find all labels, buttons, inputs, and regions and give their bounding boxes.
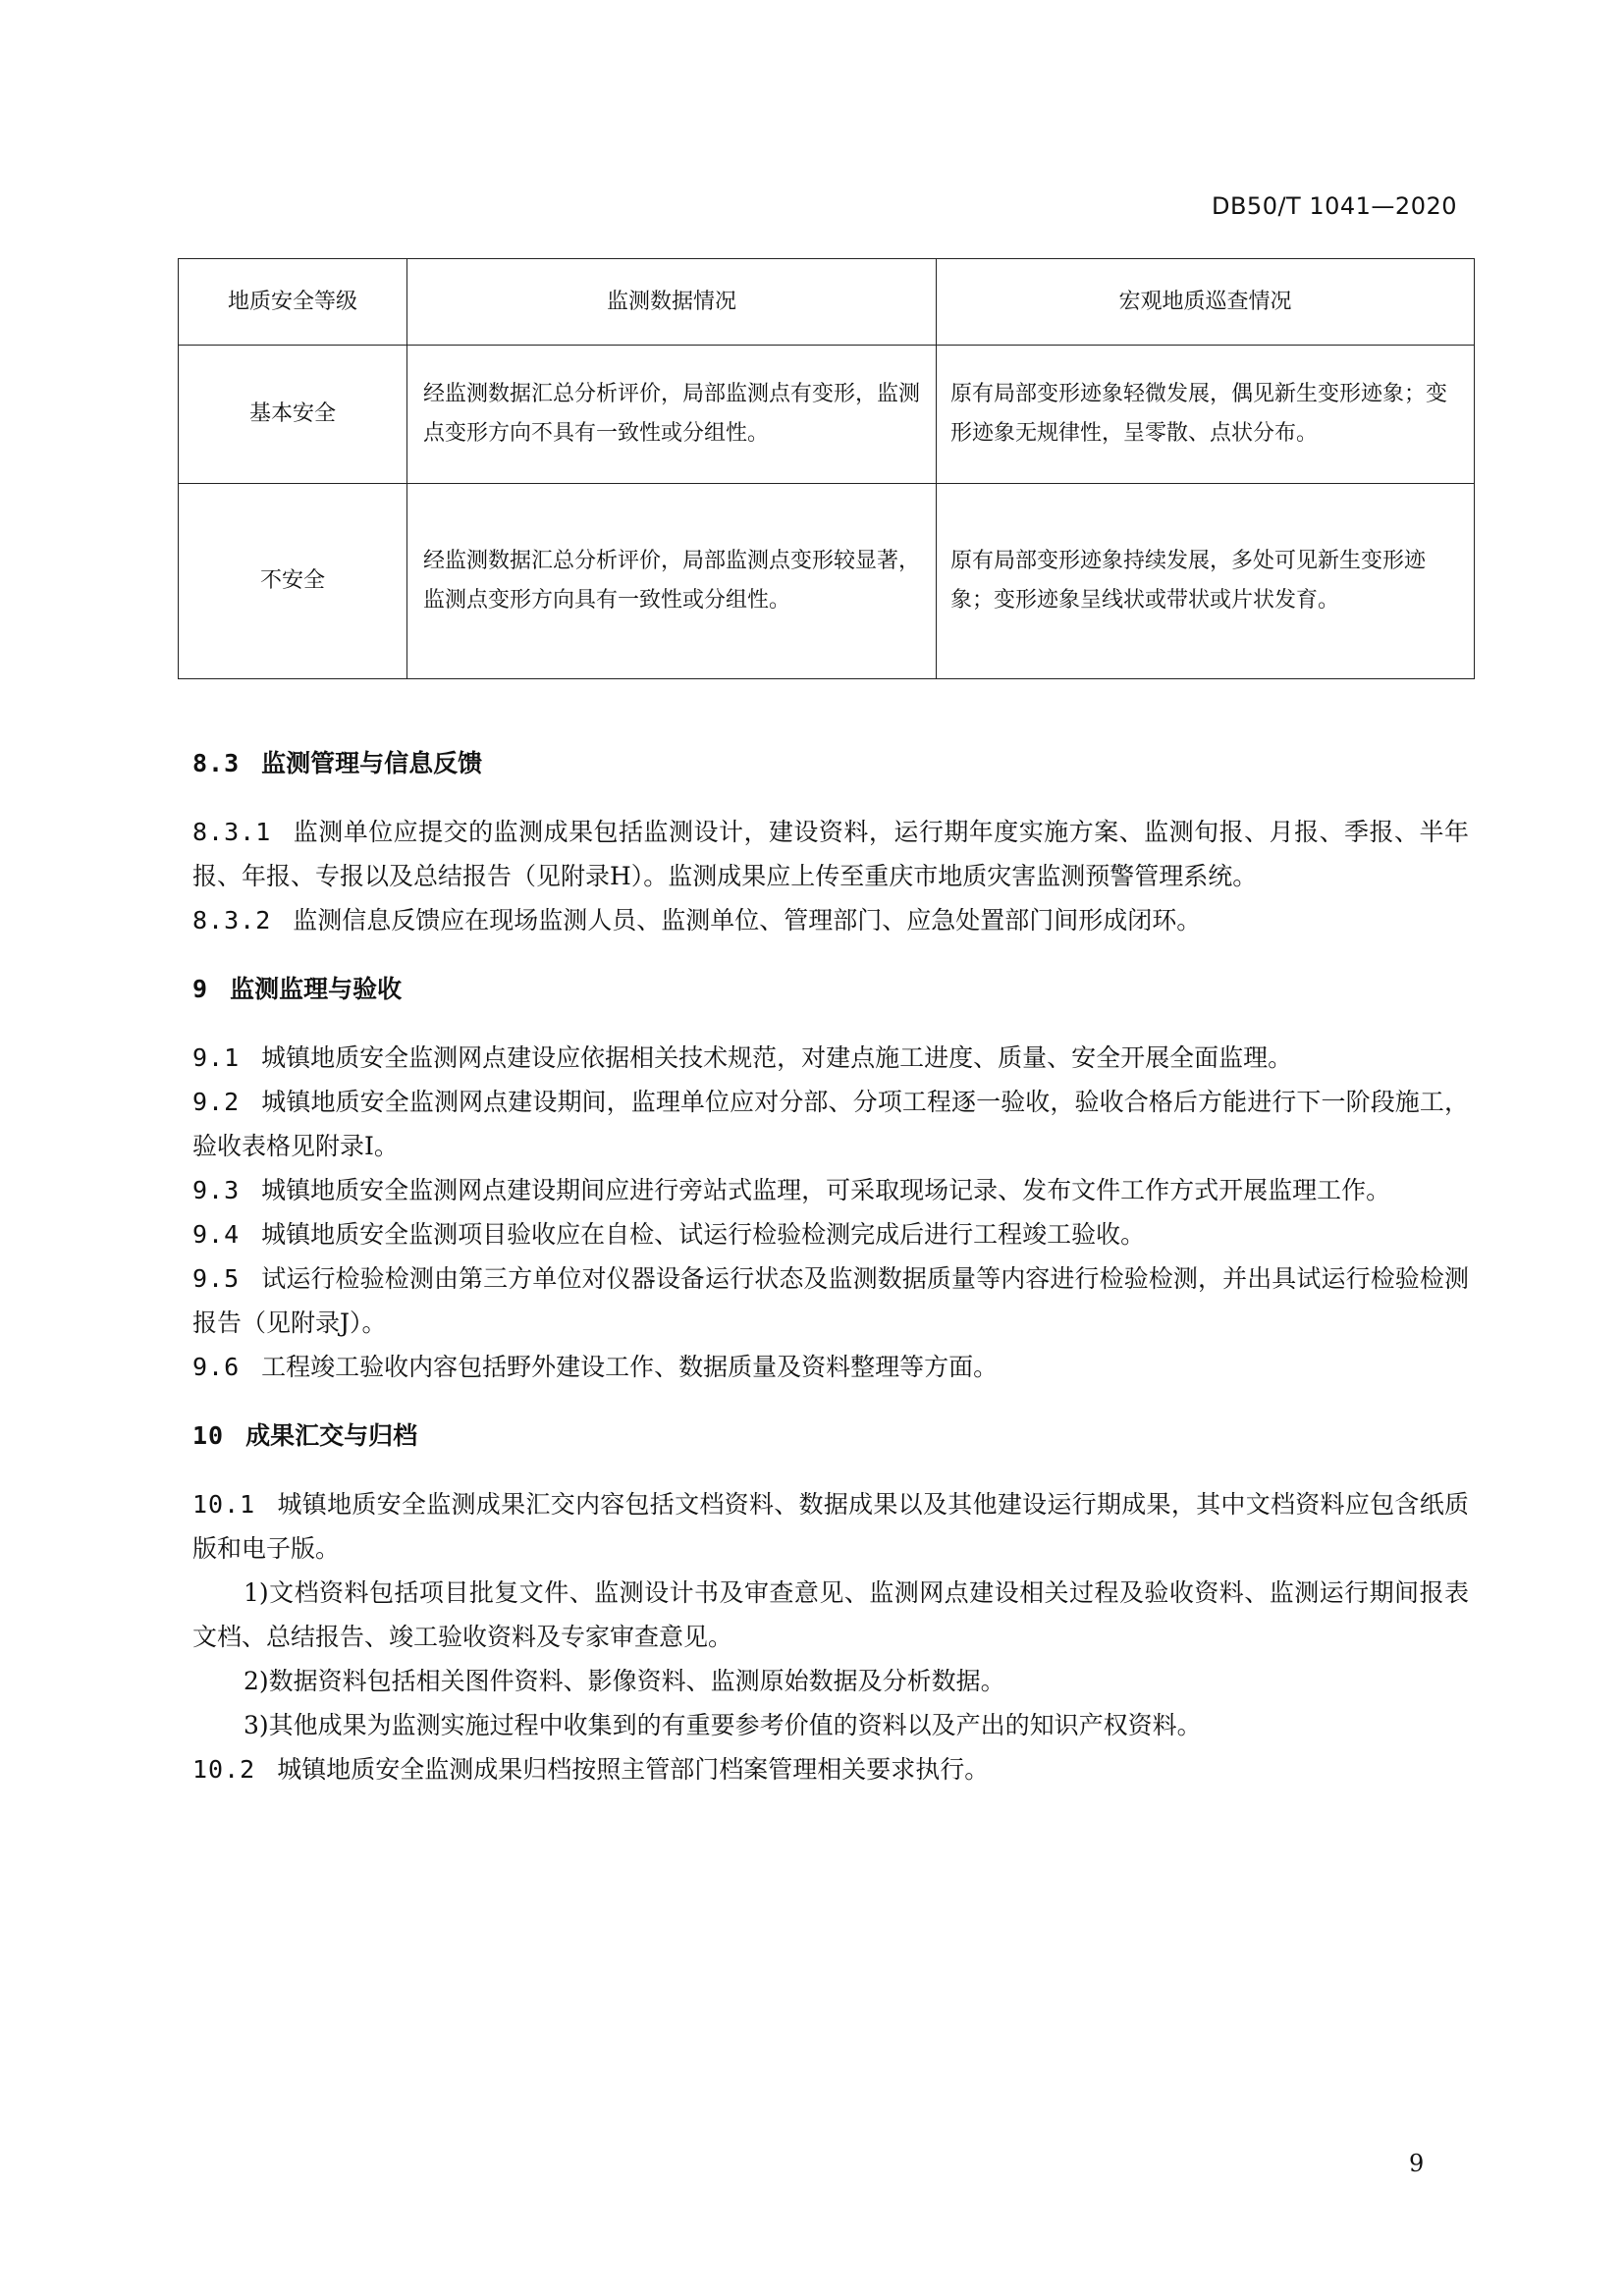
section-heading-10: 10 成果汇交与归档 <box>192 1421 418 1450</box>
clause-9-2: 9.2 城镇地质安全监测网点建设期间，监理单位应对分部、分项工程逐一验收，验收合格后方能进行下一阶段施工，验收表格见附录I。 <box>192 1088 1469 1160</box>
clause-9-6: 9.6 工程竣工验收内容包括野外建设工作、数据质量及资料整理等方面。 <box>192 1353 999 1381</box>
header-monitoring-data: 监测数据情况 <box>407 259 937 346</box>
table-row <box>179 346 1475 484</box>
cell-patrol: 原有局部变形迹象轻微发展，偶见新生变形迹象；变形迹象无规律性，呈零散、点状分布。 <box>937 346 1475 484</box>
clause-10-1-item-2: 2)数据资料包括相关图件资料、影像资料、监测原始数据及分析数据。 <box>244 1667 1005 1695</box>
clause-10-1-item-3: 3)其他成果为监测实施过程中收集到的有重要参考价值的资料以及产出的知识产权资料。 <box>244 1711 1202 1739</box>
clause-9-1: 9.1 城镇地质安全监测网点建设应依据相关技术规范，对建点施工进度、质量、安全开展全面监理。 <box>192 1043 1293 1072</box>
clause-10-1-item-1: 1)文档资料包括项目批复文件、监测设计书及审查意见、监测网点建设相关过程及验收资料、监测运行期间报表文档、总结报告、竣工验收资料及专家审查意见。 <box>192 1578 1469 1651</box>
clause-8-3-1: 8.3.1 监测单位应提交的监测成果包括监测设计，建设资料，运行期年度实施方案、监测旬报、月报、季报、半年报、年报、专报以及总结报告（见附录H）。监测成果应上传至重庆市地质灾害监测预警管理系统。 <box>192 818 1469 890</box>
cell-level: 不安全 <box>179 484 407 679</box>
header-level: 地质安全等级 <box>179 259 407 346</box>
clause-8-3-2: 8.3.2 监测信息反馈应在现场监测人员、监测单位、管理部门、应急处置部门间形成闭环。 <box>192 906 1202 934</box>
table-row <box>179 484 1475 679</box>
section-heading-9: 9 监测监理与验收 <box>192 975 403 1003</box>
cell-data: 经监测数据汇总分析评价，局部监测点变形较显著，监测点变形方向具有一致性或分组性。 <box>407 484 937 679</box>
safety-grade-table <box>178 258 1475 679</box>
clause-9-4: 9.4 城镇地质安全监测项目验收应在自检、试运行检验检测完成后进行工程竣工验收。 <box>192 1220 1146 1249</box>
clause-9-3: 9.3 城镇地质安全监测网点建设期间应进行旁站式监理，可采取现场记录、发布文件工作方式开展监理工作。 <box>192 1176 1391 1204</box>
page-number: 9 <box>1409 2150 1425 2177</box>
cell-level: 基本安全 <box>179 346 407 484</box>
clause-10-1: 10.1 城镇地质安全监测成果汇交内容包括文档资料、数据成果以及其他建设运行期成果，其中文档资料应包含纸质版和电子版。 <box>192 1490 1469 1563</box>
header-patrol: 宏观地质巡查情况 <box>937 259 1475 346</box>
cell-data: 经监测数据汇总分析评价，局部监测点有变形，监测点变形方向不具有一致性或分组性。 <box>407 346 937 484</box>
clause-9-5: 9.5 试运行检验检测由第三方单位对仪器设备运行状态及监测数据质量等内容进行检验检测，并出具试运行检验检测报告（见附录J）。 <box>192 1264 1469 1337</box>
table-header-row <box>179 259 1475 346</box>
section-heading-8-3: 8.3 监测管理与信息反馈 <box>192 749 483 777</box>
standard-code: DB50/T 1041—2020 <box>1211 192 1457 220</box>
clause-10-2: 10.2 城镇地质安全监测成果归档按照主管部门档案管理相关要求执行。 <box>192 1755 990 1784</box>
cell-patrol: 原有局部变形迹象持续发展，多处可见新生变形迹象；变形迹象呈线状或带状或片状发育。 <box>937 484 1475 679</box>
document-body <box>192 741 1469 1791</box>
